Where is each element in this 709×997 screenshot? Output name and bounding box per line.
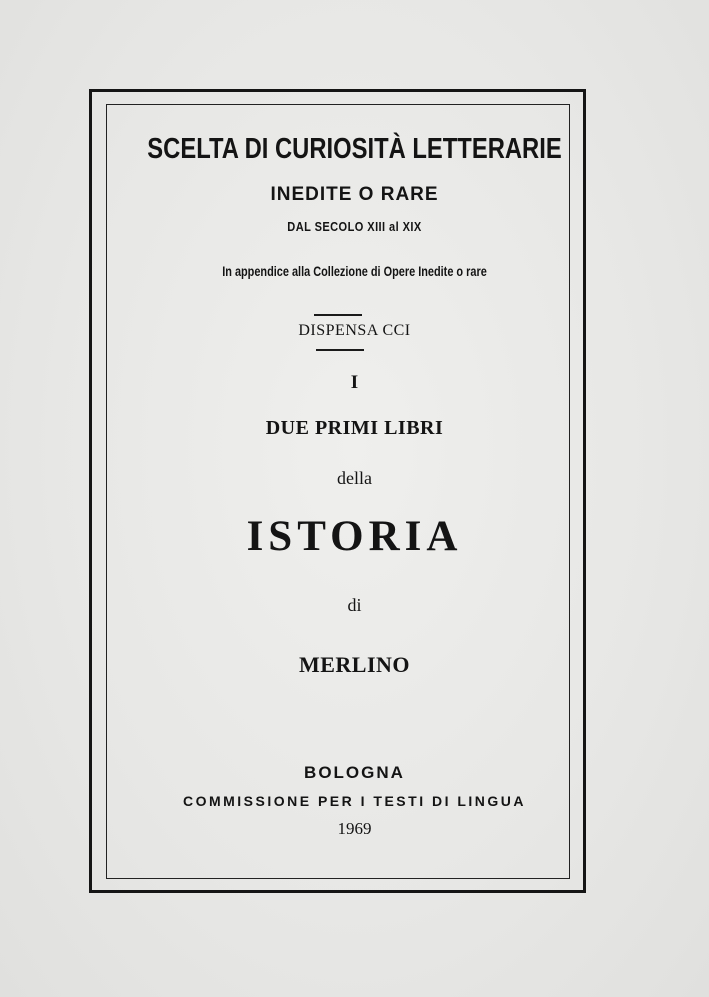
author-name: MERLINO bbox=[298, 652, 411, 677]
series-title: SCELTA DI CURIOSITÀ LETTERARIE bbox=[147, 133, 562, 165]
appendix-line: In appendice alla Collezione di Opere Inedite o rare bbox=[222, 263, 487, 279]
divider-top bbox=[314, 314, 362, 316]
series-subtitle: INEDITE O RARE bbox=[270, 184, 439, 205]
publisher-city: BOLOGNA bbox=[304, 763, 405, 782]
dispensa-label: DISPENSA CCI bbox=[298, 322, 411, 339]
main-title: ISTORIA bbox=[246, 513, 463, 560]
connector-di: di bbox=[347, 595, 362, 615]
publisher-name: COMMISSIONE PER I TESTI DI LINGUA bbox=[182, 793, 527, 809]
divider-bottom bbox=[316, 349, 364, 351]
publication-year: 1969 bbox=[337, 819, 372, 838]
book-title-line1: DUE PRIMI LIBRI bbox=[265, 417, 444, 439]
period-line: DAL SECOLO XIII al XIX bbox=[287, 219, 422, 234]
connector-della: della bbox=[337, 468, 372, 488]
article-numeral: I bbox=[350, 372, 359, 393]
